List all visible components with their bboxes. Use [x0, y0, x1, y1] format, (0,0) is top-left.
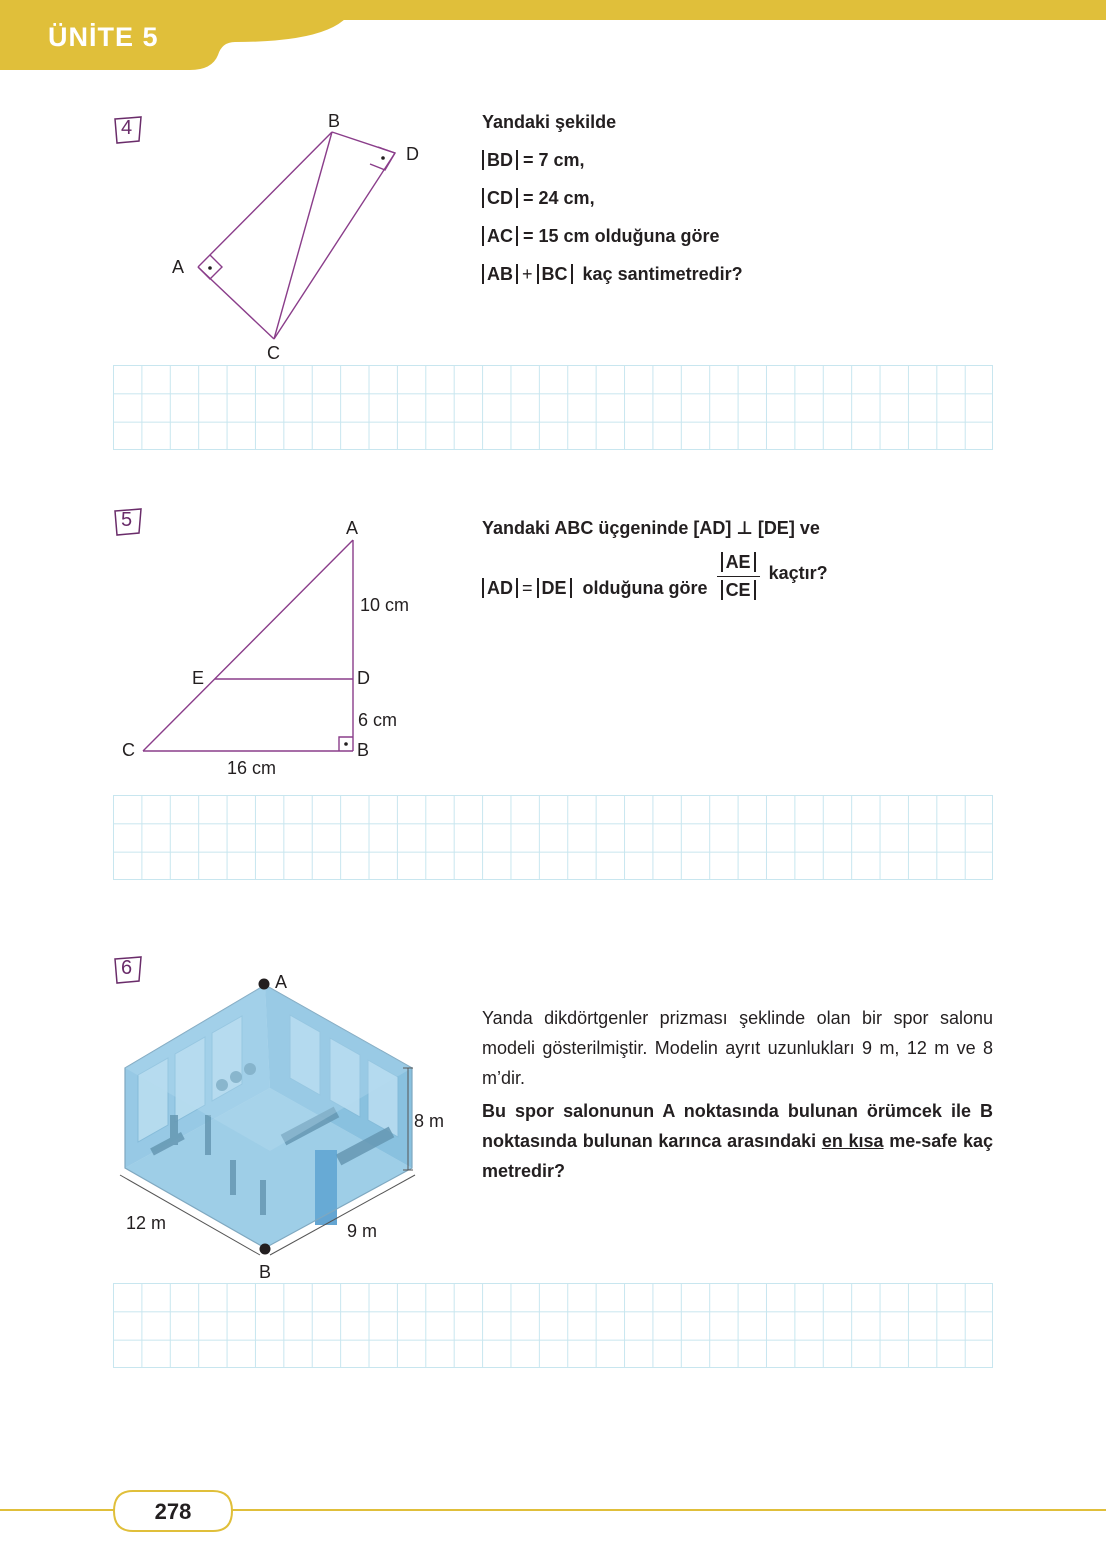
label-b: B	[328, 111, 341, 131]
label-a: A	[346, 518, 359, 538]
point-a	[259, 979, 270, 990]
dim-db: 6 cm	[358, 710, 398, 730]
q4-line-1: Yandaki şekilde	[482, 112, 617, 132]
question-6-paragraph-1: Yanda dikdörtgenler prizması şeklinde olan bir spor salonu modeli gösterilmiştir. Modelin ayrıt uzunlukları 9 m, 12 m ve 8 m’dir.	[482, 1008, 993, 1088]
label-e: E	[192, 668, 205, 688]
page-number: 278	[154, 1499, 192, 1524]
label-c: C	[267, 343, 280, 363]
label-b: B	[259, 1262, 272, 1282]
answer-grid-q5[interactable]	[113, 795, 993, 880]
dim-ad: 10 cm	[360, 595, 410, 615]
q4-line-ac: AC = 15 cm olduğuna göre	[482, 226, 720, 247]
dim-cb: 16 cm	[227, 758, 277, 778]
figure-q6-gym-room	[110, 965, 460, 1285]
label-a: A	[275, 972, 288, 992]
q4-line-cd: CD = 24 cm,	[482, 188, 595, 209]
question-number-4: 4	[113, 116, 143, 144]
q5-line-2: AD = DE olduğuna göre $\frac{AE}{CE}$ kaçtır?	[482, 552, 828, 601]
answer-grid-q4[interactable]	[113, 365, 993, 450]
dim-height: 8 m	[414, 1111, 445, 1131]
dim-width: 12 m	[126, 1213, 167, 1233]
figure-q5-triangle	[110, 510, 440, 790]
q4-line-ask: AB + BC kaç santimetredir?	[482, 264, 743, 285]
dim-depth: 9 m	[347, 1221, 378, 1241]
label-b: B	[357, 740, 370, 760]
segment-ab	[198, 132, 332, 267]
figure-q4-quadrilateral	[150, 100, 450, 370]
label-a: A	[172, 257, 185, 277]
q5-line-1: Yandaki ABC üçgeninde [AD] ⊥ [DE] ve	[482, 518, 820, 538]
label-d: D	[357, 668, 370, 688]
answer-grid-q6[interactable]	[113, 1283, 993, 1368]
question-number-6: 6	[113, 956, 143, 984]
point-b	[260, 1244, 271, 1255]
question-number-5: 5	[113, 508, 143, 536]
segment-bc	[274, 132, 332, 339]
segment-cd	[274, 153, 395, 339]
fraction-ae-over-ce: $\frac{AE}{CE}$	[717, 552, 760, 601]
unit-title: ÜNİTE 5	[48, 22, 159, 52]
label-c: C	[122, 740, 135, 760]
label-d: D	[406, 144, 419, 164]
q4-line-bd: BD = 7 cm,	[482, 150, 585, 171]
question-6-paragraph-2: Bu spor salonunun A noktasında bulunan örümcek ile B noktasında bulunan karınca arasındaki en kısa me-safe kaç metredir?	[482, 1101, 993, 1181]
underlined-en-kisa: en kısa	[821, 1131, 884, 1151]
segment-ac	[143, 540, 353, 751]
